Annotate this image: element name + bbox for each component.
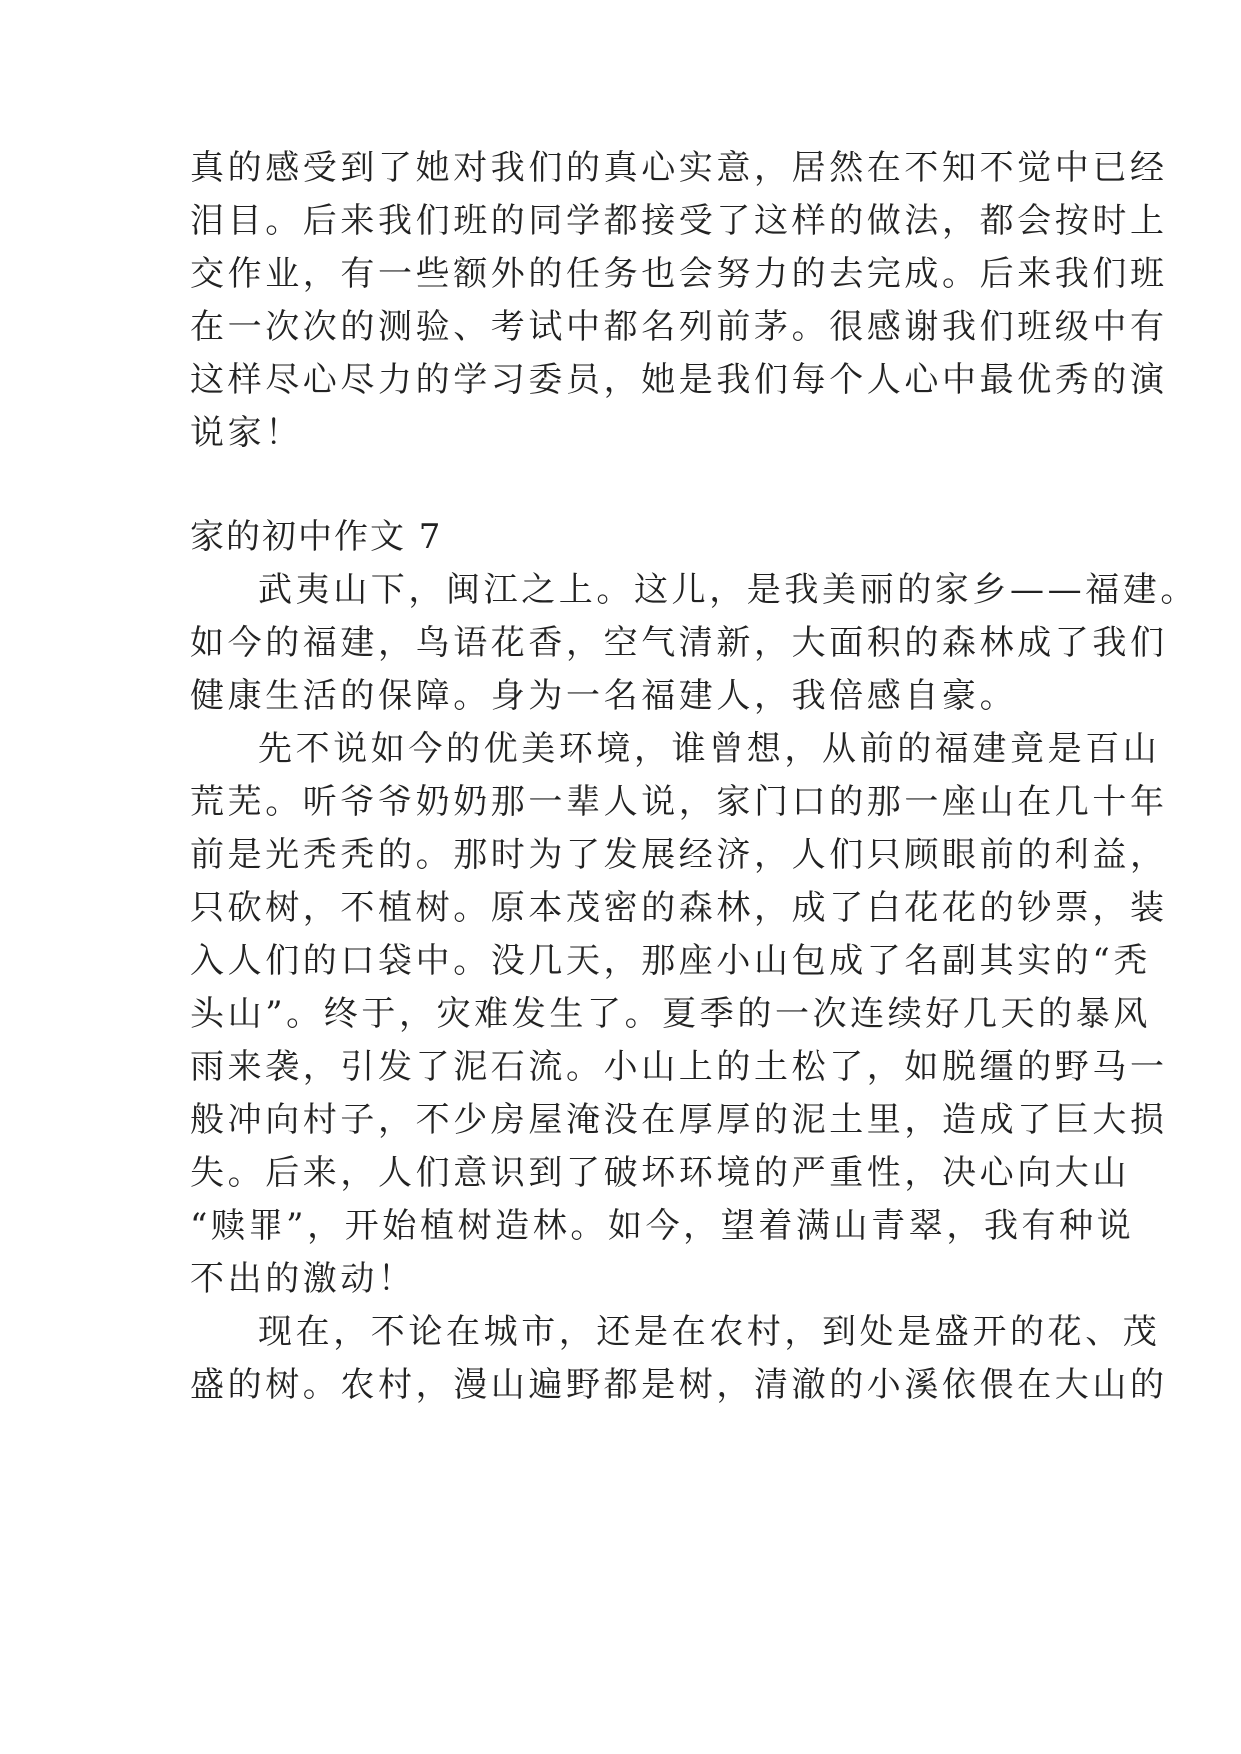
text-line: 说家！: [190, 413, 303, 453]
text-line: 如今的福建，鸟语花香，空气清新，大面积的森林成了我们: [190, 623, 1168, 663]
text-line: 不出的激动！: [190, 1259, 416, 1299]
text-line: 现在，不论在城市，还是在农村，到处是盛开的花、茂: [258, 1312, 1161, 1352]
text-line: 交作业，有一些额外的任务也会努力的去完成。后来我们班: [190, 254, 1168, 294]
text-line: 先不说如今的优美环境，谁曾想，从前的福建竟是百山: [258, 729, 1161, 769]
text-line: 真的感受到了她对我们的真心实意，居然在不知不觉中已经: [190, 148, 1168, 188]
text-line: “赎罪”，开始植树造林。如今，望着满山青翠，我有种说: [190, 1206, 1135, 1246]
text-line: 健康生活的保障。身为一名福建人，我倍感自豪。: [190, 676, 1018, 716]
text-line: 荒芜。听爷爷奶奶那一辈人说，家门口的那一座山在几十年: [190, 782, 1168, 822]
text-line: 这样尽心尽力的学习委员，她是我们每个人心中最优秀的演: [190, 360, 1168, 400]
text-line: 雨来袭，引发了泥石流。小山上的土松了，如脱缰的野马一: [190, 1047, 1168, 1087]
section-title: 家的初中作文 7: [190, 517, 443, 557]
text-line: 武夷山下，闽江之上。这儿，是我美丽的家乡——福建。: [258, 570, 1198, 610]
text-line: 般冲向村子，不少房屋淹没在厚厚的泥土里，造成了巨大损: [190, 1100, 1168, 1140]
text-line: 在一次次的测验、考试中都名列前茅。很感谢我们班级中有: [190, 307, 1168, 347]
text-line: 失。后来，人们意识到了破坏环境的严重性，决心向大山: [190, 1153, 1130, 1193]
text-line: 前是光秃秃的。那时为了发展经济，人们只顾眼前的利益，: [190, 835, 1168, 875]
text-line: 只砍树，不植树。原本茂密的森林，成了白花花的钞票，装: [190, 888, 1168, 928]
text-line: 泪目。后来我们班的同学都接受了这样的做法，都会按时上: [190, 201, 1168, 241]
text-line: 盛的树。农村，漫山遍野都是树，清澈的小溪依偎在大山的: [190, 1365, 1168, 1405]
text-line: 头山”。终于，灾难发生了。夏季的一次连续好几天的暴风: [190, 994, 1151, 1034]
text-line: 入人们的口袋中。没几天，那座小山包成了名副其实的“秃: [190, 941, 1151, 981]
